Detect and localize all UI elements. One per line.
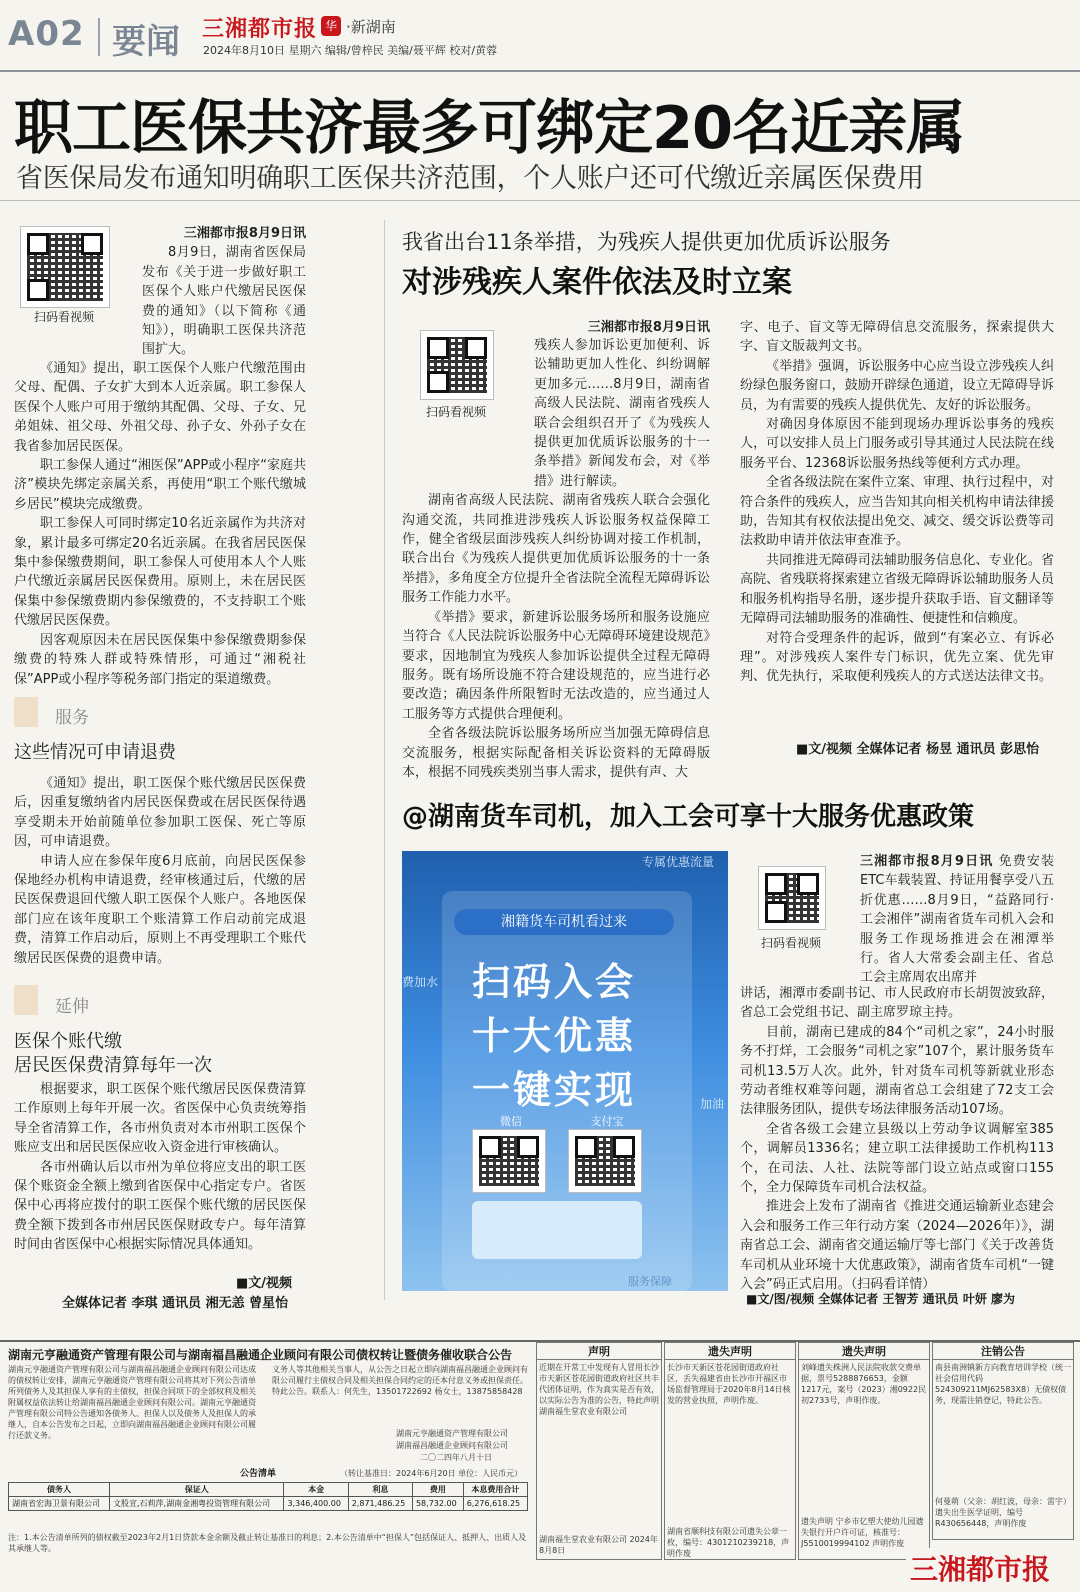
tag-marker-icon [14, 985, 38, 1015]
tag-extend: 延伸 [55, 997, 89, 1017]
ad-table-note: （转让基准日：2024年6月20日 单位：人民币元） [340, 1469, 523, 1478]
notice-text: 刘峰遗失株洲人民法院收款交费单据，票号5288876653，金额1217元，案号（2023）湘0922民初2733号，声明作废。 [801, 1363, 927, 1405]
lead-subhead: 省医保局发布通知明确职工医保共济范围，个人账户还可代缴近亲属医保费用 [16, 163, 924, 194]
notice-title: 注销公告 [933, 1343, 1073, 1360]
notice-foot: 遗失声明 宁乡市亿塑大使幼儿园遗失银行开户许可证，核准号：J5510019994102 声明作废 [801, 1517, 924, 1548]
article3-paragraph: 推进会上发布了湖南省《推进交通运输新业态建会入会和服务工作三年行动方案（2024—2026年）》，湖南省总工会、湖南省交通运输厅等七部门《关于改善货车司机从业环境十大优惠政策》，湖南省货车司机“一键入会”码正式启用。（扫码看详情） [740, 1199, 1054, 1293]
article3-intro [860, 852, 1054, 988]
article3-paragraph: 全省各级工会建立县级以上劳动争议调解室385个，调解员1336名；建立职工法律援助工作机构113个，在司法、人社、法院等部门设立站点或窗口155个，全力保障货车司机合法权益。 [740, 1121, 1054, 1196]
ad-main-text-2: 义务人等其他相关当事人，从公告之日起立即向湖南福昌融通企业顾问有限公司履行主债权合同及相关担保合同约定的还本付息义务或担保责任。特此公告。联系人：何先生，13501722692 杨女士，13875858428 [272, 1365, 528, 1396]
notice-title: 遗失声明 [665, 1343, 795, 1360]
poster-line-scan: 扫码入会 [472, 960, 637, 1004]
notice-foot: 何曼萌（父亲：胡红波，母亲：雷宇）遗失出生医学证明，编号R430656448，声明作废 [935, 1497, 1071, 1528]
article2-byline: 三湘都市报8月9日讯 [587, 320, 710, 335]
lead-qr-label: 扫码看视频 [33, 310, 94, 324]
ad-table-header: 利息 [348, 1483, 412, 1497]
tag-marker-icon [14, 697, 38, 727]
article3-qr-code-icon[interactable] [758, 866, 826, 930]
lead-headline: 职工医保共济最多可绑定20名近亲属 [14, 93, 965, 162]
notice-title: 遗失声明 [799, 1343, 929, 1360]
article3-headline: @湖南货车司机，加入工会可享十大服务优惠政策 [402, 802, 975, 832]
article3-qr-label: 扫码看视频 [760, 936, 821, 950]
poster-qr1-label: 微信 [500, 1115, 522, 1128]
notice-text: 长沙市天新区苍花园街道政府社区，丢失福建省由长沙市开福区市场监督管理局于2020年8月14日核发的营业执照，声明作废。 [667, 1363, 791, 1405]
tag-service: 服务 [55, 708, 89, 728]
notice-title: 声明 [537, 1343, 661, 1360]
poster-banner: 湘籍货车司机看过来 [454, 909, 674, 935]
section-title: 要闻 [112, 22, 180, 62]
lead-byline: 三湘都市报8月9日讯 [183, 226, 306, 241]
article2-intro [534, 318, 710, 337]
ad-table-cell: 6,276,618.25 [463, 1497, 527, 1511]
article2-headline: 对涉残疾人案件依法及时立案 [402, 265, 792, 300]
refund-paragraph: 申请人应在参保年度6月底前，向居民医保参保地经办机构申请退费，经审核通过后，代缴的居民医保费退回代缴人职工医保个人账户。各地医保部门应在该年度职工个账清算工作启动前完成退费，清算工作启动后，原则上不再受理职工个账代缴居民医保费的退费申请。 [14, 853, 306, 966]
ad-table-cell: 文股宣,石莉萍,湖南金湘粤投资管理有限公司 [110, 1497, 284, 1511]
article2-paragraph: 共同推进无障碍司法辅助服务信息化、专业化。省高院、省残联将探索建立省级无障碍诉讼辅助服务人员和服务机构指导名册，逐步提升获取手语、盲文翻译等无障碍司法辅助服务的准确性、便捷性和信赖度。 [740, 552, 1054, 627]
ad-table-cell: 湖南省宏海卫景有限公司 [9, 1497, 110, 1511]
clearing-body [14, 1080, 306, 1255]
ad-table-cell: 58,732.00 [412, 1497, 463, 1511]
lead-body [14, 359, 306, 689]
poster-line-onekey: 一键实现 [472, 1068, 637, 1112]
article2-paragraph: 对确因身体原因不能到现场办理诉讼事务的残疾人，可以安排人员上门服务或引导其通过人民法院在线服务平台、12368诉讼服务热线等便利方式办理。 [740, 417, 1054, 471]
brand-app: ·新湖南 [346, 18, 396, 36]
brand-logo-icon: 华 [321, 16, 341, 36]
article2-intro-text: 残疾人参加诉讼更加便利、诉讼辅助更加人性化、纠纷调解更加多元……8月9日，湖南省高级人民法院、湖南省残疾人联合会组织召开了《为残疾人提供更加优质诉讼服务的十一条举措》新闻发布会，对《举措》进行解读。 [534, 338, 710, 489]
article2-paragraph: 湖南省高级人民法院、湖南省残疾人联合会强化沟通交流，共同推进涉残疾人诉讼服务权益保障工作，健全省级层面涉残疾人纠纷协调对接工作机制，联合出台《为残疾人提供更加优质诉讼服务的十一条举措》，多角度全方位提升全省法院全流程无障碍诉讼服务工作能力水平。 [402, 493, 710, 606]
lead-paragraph: 因客观原因未在居民医保集中参保缴费期参保缴费的特殊人群或特殊情形，可通过“湘税社保”APP或小程序等税务部门指定的渠道缴费。 [14, 632, 306, 687]
masthead-rule [0, 70, 1080, 72]
article3-byline: 三湘都市报8月9日讯 [860, 854, 994, 869]
lead-paragraph: 职工参保人可同时绑定10名近亲属作为共济对象，累计最多可绑定20名近亲属。在我省居民医保集中参保缴费期间，职工参保人可使用本人个人账户代缴近亲属居民医保费用。原则上，未在居民医保集中参保缴费期内参保缴费的，不支持职工个账代缴居民医保费。 [14, 516, 306, 629]
ad-signer-1: 湖南元亨融通资产管理有限公司 [396, 1429, 508, 1438]
lead-paragraph: 职工参保人通过“湘医保”APP或小程序“家庭共济”模块先绑定亲属关系，再使用“职工个账代缴城乡居民”模块完成缴费。 [14, 458, 306, 512]
poster-line-offers: 十大优惠 [472, 1014, 637, 1058]
ad-table-header: 本息费用合计 [463, 1483, 527, 1497]
article2-paragraph: 字、电子、盲文等无障碍信息交流服务，探索提供大字、盲文版裁判文书。 [740, 320, 1054, 355]
headline-rule [0, 200, 1080, 201]
article3-paragraph: 讲话，湘潭市委副书记、市人民政府市长胡贺波致辞，省总工会党组书记、副主席罗琼主持。 [740, 986, 1054, 1021]
masthead-divider [98, 18, 100, 56]
truck-icon [472, 1201, 642, 1259]
lead-intro-text: 8月9日，湖南省医保局发布《关于进一步做好职工医保个人账户代缴居民医保费的通知》（以下简称《通知》），明确职工医保共济范围扩大。 [142, 245, 306, 358]
article3-paragraph: 目前，湖南已建成的84个“司机之家”，24小时服务不打烊，工会服务“司机之家”107个，累计服务货车司机13.5万人次。此外，针对货车司机等新就业形态劳动者维权难等问题，湖南省总工会组建了72支工会法律服务团队，提供专场法律服务活动107场。 [740, 1024, 1054, 1118]
ad-signer-2: 湖南福昌融通企业顾问有限公司 [396, 1441, 508, 1450]
article3-credit: ■文/图/视频 全媒体记者 王智芳 通讯员 叶妍 廖为 [746, 1292, 1015, 1306]
article2-credit: ■文/视频 全媒体记者 杨昱 通讯员 彭思怡 [796, 742, 1040, 757]
article3-body [740, 984, 1054, 1295]
notice-box [932, 1342, 1074, 1540]
poster-side-left: 费加水 [402, 975, 439, 989]
ad-table-title: 公告清单 [240, 1469, 277, 1479]
article2-qr-label: 扫码看视频 [425, 405, 486, 419]
ad-sign-date: 二〇二四年八月十日 [420, 1453, 492, 1462]
footer-logo: 三湘都市报 [906, 1548, 1054, 1588]
ad-table-footnote: 注：1.本公告清单所列的债权截至2023年2月1日贷款本金余额及截止转让基准日的利息；2.本公告清单中“担保人”包括保证人、抵押人、出质人及其承继人等。 [8, 1533, 527, 1553]
clearing-paragraph: 根据要求，职工医保个账代缴居民医保费清算工作原则上每年开展一次。省医保中心负责统筹指导全省清算工作，各市州负责对本市州职工医保个账应支出和居民医保应收入资金进行审核确认。 [14, 1082, 306, 1156]
ad-main-text: 湖南元亨融通资产管理有限公司与湖南福昌融通企业顾问有限公司达成的债权转让安排，湖南元亨融通资产管理有限公司将其对下列公告清单所列债务人及其担保人享有的主债权，担保合同项下的全部权利及相关附属权益依法转让给湖南福昌融通企业顾问有限公司。湖南元亨融通资产管理有限公司特公告通知各债务人、担保人以及债务人及担保人的承继人，自本公告发布之日起，立即向湖南福昌融通企业顾问有限公司履行还款义务。 [8, 1365, 256, 1440]
article2-paragraph: 全省各级法院诉讼服务场所应当加强无障碍信息交流服务，根据实际配备相关诉讼资料的无障碍版本，根据不同残疾类别当事人需求，提供有声、大 [402, 726, 710, 780]
lead-credit-label: ■文/视频 [236, 1276, 293, 1291]
lead-qr-code-icon[interactable] [20, 226, 110, 308]
page-number: A02 [8, 14, 85, 54]
lead-intro [142, 224, 306, 360]
ad-table-header: 债务人 [9, 1483, 110, 1497]
notice-box [664, 1342, 796, 1560]
article2-kicker: 我省出台11条举措，为残疾人提供更加优质诉讼服务 [402, 230, 891, 254]
ad-table-cell: 3,346,400.00 [284, 1497, 348, 1511]
ad-claims-table [8, 1482, 528, 1511]
column-divider [384, 220, 385, 1300]
ad-table-header: 保证人 [110, 1483, 284, 1497]
article2-paragraph: 全省各级法院在案件立案、审理、执行过程中，对符合条件的残疾人，应当告知其向相关机构申请法律援助，告知其有权依法提出免交、减交、缓交诉讼费等司法救助申请并依法审查准予。 [740, 475, 1054, 549]
ad-table-header: 本金 [284, 1483, 348, 1497]
brand-name: 三湘都市报 [202, 17, 318, 42]
clearing-paragraph: 各市州确认后以市州为单位将应支出的职工医保个账资金全额上缴到省医保中心指定专户。省医保中心再将应拨付的职工医保个账代缴的居民医保费全额下拨到各市州居民医保财政专户。每年清算时间由省医保中心根据实际情况具体通知。 [14, 1159, 306, 1253]
poster-bottom-label: 服务保障 [628, 1275, 672, 1288]
dateline: 2024年8月10日 星期六 编辑/曾梓民 美编/聂平辉 校对/黄蓉 [203, 44, 498, 57]
lead-credit: 全媒体记者 李琪 通讯员 湘无恙 曾星怡 [62, 1296, 289, 1311]
ad-table-cell: 2,871,486.25 [348, 1497, 412, 1511]
table-row [9, 1497, 528, 1511]
poster-qr2-label: 支付宝 [590, 1115, 624, 1128]
notice-foot: 湖南福生堂农业有限公司 2024年8月8日 [539, 1535, 658, 1555]
article2-paragraph: 对符合受理条件的起诉，做到“有案必立、有诉必理”。对涉残疾人案件专门标识，优先立案、优先审判、优先执行，采取便利残疾人的方式送达法律文书。 [740, 630, 1054, 685]
refund-body [14, 774, 306, 968]
notice-text: 南县南洲镇新方向教育培训学校（统一社会信用代码524309211MJ62583X8）无债权债务，现需注销登记，特此公告。 [935, 1363, 1071, 1405]
subheading-clearing-1: 医保个账代缴 [14, 1031, 122, 1052]
wechat-qr-code-icon[interactable] [472, 1129, 546, 1193]
poster-top-label: 专属优惠流量 [642, 855, 715, 869]
article2-paragraph: 《举措》强调，诉讼服务中心应当设立涉残疾人纠纷绿色服务窗口，鼓励开辟绿色通道，设立无障碍导诉员，为有需要的残疾人提供优先、友好的诉讼服务。 [740, 358, 1054, 413]
poster-side-right: 加油 [700, 1097, 725, 1111]
article2-paragraph: 《举措》要求，新建诉讼服务场所和服务设施应当符合《人民法院诉讼服务中心无障碍环境建设规范》要求，因地制宜为残疾人参加诉讼提供全过程无障碍服务。既有场所设施不符合建设规范的，应当进行必要改造；确因条件所限暂时无法改造的，应当通过人工服务等方式提供合理便利。 [402, 609, 710, 722]
refund-paragraph: 《通知》提出，职工医保个账代缴居民医保费后，因重复缴纳省内居民医保费或在居民医保待遇享受期未开始前随单位参加职工医保、死亡等原因，可申请退费。 [14, 776, 306, 850]
ad-main-title: 湖南元亨融通资产管理有限公司与湖南福昌融通企业顾问有限公司债权转让暨债务催收联合公告 [8, 1348, 513, 1362]
article2-body-left [402, 336, 710, 782]
subheading-refund: 这些情况可申请退费 [14, 742, 176, 763]
ad-table-header: 费用 [412, 1483, 463, 1497]
notice-text: 近期在开常工中发现有人冒用长沙市天新区苍花园街道政府社区共丰代团体证明，作为真实是否有效，以实际公告为准的公告，特此声明湖南福生堂农业有限公司 [539, 1363, 659, 1416]
alipay-qr-code-icon[interactable] [568, 1129, 642, 1193]
notice-box [798, 1342, 930, 1560]
lead-paragraph: 《通知》提出，职工医保个人账户代缴范围由父母、配偶、子女扩大到本人近亲属。职工参保人医保个人账户可用于缴纳其配偶、父母、子女、兄弟姐妹、祖父母、外祖父母、孙子女、外孙子女在我省参加居民医保。 [14, 361, 306, 454]
notice-foot: 湖南省顺科技有限公司遗失公章一枚，编号：4301210239218，声明作废 [667, 1527, 790, 1558]
notice-box [536, 1342, 662, 1560]
subheading-clearing-2: 居民医保费清算每年一次 [14, 1055, 212, 1076]
article2-body-right [740, 318, 1054, 687]
article3-intro-text: 免费安装ETC车载装置、持证用餐享受八五折优惠……8月9日，“益路同行·工会湘伴”湖南省货车司机入会和服务工作现场推进会在湘潭举行。省人大常委会副主任、省总工会主席周农出席并 [860, 854, 1054, 986]
truck-driver-poster [402, 851, 728, 1291]
